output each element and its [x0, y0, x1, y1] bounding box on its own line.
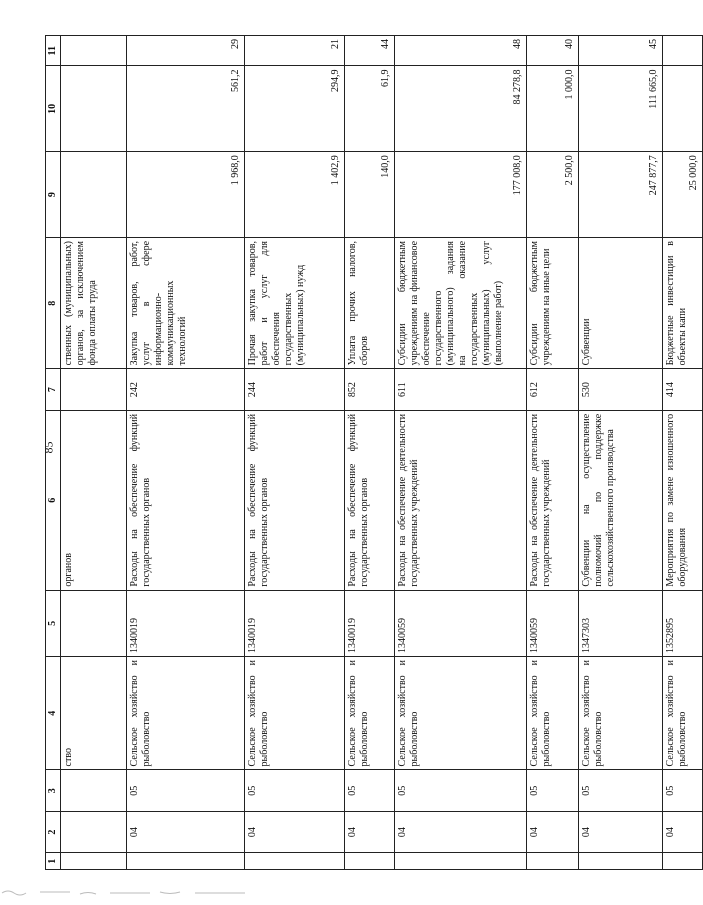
table-cell-c6: органов: [61, 410, 127, 590]
table-cell-c7: 612: [527, 369, 579, 410]
col-header: 1: [46, 853, 61, 870]
col-header: 6: [46, 410, 61, 590]
table-cell-c8: Уплата прочих налогов, сборов: [345, 237, 395, 368]
table-cell-c8: Субвенции: [579, 237, 663, 368]
table-cell-c6: Расходы на обеспечение деятельности государственных учреждений: [527, 410, 579, 590]
table-cell-c2: 04: [527, 811, 579, 852]
table-cell-c5: 1340059: [395, 590, 527, 656]
table-cell-c11: 29: [127, 36, 245, 66]
table-cell-c4: Сельское хозяйство и рыболовство: [345, 657, 395, 770]
table-cell-c1: [527, 853, 579, 870]
table-cell-c3: 05: [245, 770, 345, 811]
table-cell-c5: 1340059: [527, 590, 579, 656]
table-cell-c4: Сельское хозяйство и рыболовство: [579, 657, 663, 770]
col-header: 11: [46, 36, 61, 66]
table-cell-c5: 1352895: [663, 590, 703, 656]
table-cell-c11: 45: [579, 36, 663, 66]
table-cell-c7: 242: [127, 369, 245, 410]
table-cell-c7: [61, 369, 127, 410]
table-cell-c3: 05: [127, 770, 245, 811]
table-cell-c10: [663, 66, 703, 152]
table-cell-c4: Сельское хозяйство и рыболовство: [527, 657, 579, 770]
table-cell-c6: Расходы на обеспечение функций государственных органов: [245, 410, 345, 590]
table-cell-c4: Сельское хозяйство и рыболовство: [395, 657, 527, 770]
table-cell-c5: [61, 590, 127, 656]
table-cell-c9: [61, 152, 127, 238]
table-row: [127, 36, 245, 870]
col-header: 9: [46, 152, 61, 238]
table-cell-c1: [127, 853, 245, 870]
table-cell-c2: 04: [579, 811, 663, 852]
table-cell-c10: 1 000,0: [527, 66, 579, 152]
table-cell-c3: 05: [395, 770, 527, 811]
table-cell-c9: 1 968,0: [127, 152, 245, 238]
table-cell-c11: [61, 36, 127, 66]
table-cell-c10: 111 665,0: [579, 66, 663, 152]
table-cell-c6: Расходы на обеспечение деятельности государственных учреждений: [395, 410, 527, 590]
table-cell-c1: [663, 853, 703, 870]
col-header: 7: [46, 369, 61, 410]
table-cell-c2: [61, 811, 127, 852]
table-cell-c11: 44: [345, 36, 395, 66]
table-cell-c8: Субсидии бюджетным учреждениям на финансовое обеспечение государственного (муниципального) задания на оказание государственных (муниципальных) услуг (выполнение работ): [395, 237, 527, 368]
table-cell-c5: 1340019: [245, 590, 345, 656]
table-cell-c1: [61, 853, 127, 870]
table-cell-c6: Расходы на обеспечение функций государственных органов: [127, 410, 245, 590]
table-cell-c2: 04: [395, 811, 527, 852]
table-cell-c3: 05: [345, 770, 395, 811]
table-cell-c11: [663, 36, 703, 66]
table-cell-c8: ственных (муниципальных) органов, за исключением фонда оплаты труда: [61, 237, 127, 368]
table-cell-c10: [61, 66, 127, 152]
table-cell-c3: 05: [579, 770, 663, 811]
table-cell-c4: Сельское хозяйство и рыболовство: [245, 657, 345, 770]
table-cell-c10: 561,2: [127, 66, 245, 152]
table-cell-c7: 852: [345, 369, 395, 410]
table-row: [395, 36, 527, 870]
table-cell-c7: 244: [245, 369, 345, 410]
page-number: 85: [41, 441, 56, 454]
table-cell-c5: 1347303: [579, 590, 663, 656]
table-cell-c2: 04: [345, 811, 395, 852]
budget-table: [45, 35, 703, 870]
header-row: [46, 36, 61, 870]
table-cell-c2: 04: [127, 811, 245, 852]
table-cell-c7: 611: [395, 369, 527, 410]
table-cell-c8: Бюджетные инвестиции в объекты капи: [663, 237, 703, 368]
table-cell-c8: Закупка товаров, работ, услуг в сфере информационно-коммуникационных технологий: [127, 237, 245, 368]
table-cell-c6: Мероприятия по замене изношенного оборудования: [663, 410, 703, 590]
table-cell-c3: 05: [663, 770, 703, 811]
table-cell-c9: 2 500,0: [527, 152, 579, 238]
table-row: [245, 36, 345, 870]
table-cell-c3: [61, 770, 127, 811]
col-header: 5: [46, 590, 61, 656]
table-row: [579, 36, 663, 870]
table-cell-c6: Расходы на обеспечение функций государственных органов: [345, 410, 395, 590]
table-cell-c9: 140,0: [345, 152, 395, 238]
table-cell-c9: 25 000,0: [663, 152, 703, 238]
col-header: 10: [46, 66, 61, 152]
table-row: [345, 36, 395, 870]
table-cell-c11: 48: [395, 36, 527, 66]
table-cell-c10: 294,9: [245, 66, 345, 152]
table-cell-c8: Субсидии бюджетным учреждениям на иные цели: [527, 237, 579, 368]
table-cell-c5: 1340019: [345, 590, 395, 656]
col-header: 4: [46, 657, 61, 770]
table-cell-c9: 1 402,9: [245, 152, 345, 238]
table-row: [663, 36, 703, 870]
table-cell-c1: [245, 853, 345, 870]
table-cell-c10: 61,9: [345, 66, 395, 152]
table-cell-c10: 84 278,8: [395, 66, 527, 152]
table-cell-c9: 177 008,0: [395, 152, 527, 238]
table-cell-c7: 414: [663, 369, 703, 410]
table-cell-c2: 04: [245, 811, 345, 852]
rotated-table-container: [45, 35, 699, 870]
table-cell-c1: [345, 853, 395, 870]
scan-artifact: [0, 883, 260, 901]
table-cell-c4: ство: [61, 657, 127, 770]
col-header: 2: [46, 811, 61, 852]
table-cell-c11: 40: [527, 36, 579, 66]
table-cell-c8: Прочая закупка товаров, работ и услуг для обеспечения государственных (муниципальных) нужд: [245, 237, 345, 368]
table-row: [61, 36, 127, 870]
col-header: 8: [46, 237, 61, 368]
table-cell-c4: Сельское хозяйство и рыболовство: [663, 657, 703, 770]
table-cell-c6: Субвенции на осуществление полномочий по поддержке сельскохозяйственного производства: [579, 410, 663, 590]
table-cell-c4: Сельское хозяйство и рыболовство: [127, 657, 245, 770]
table-cell-c9: 247 877,7: [579, 152, 663, 238]
table-row: [527, 36, 579, 870]
table-cell-c7: 530: [579, 369, 663, 410]
col-header: 3: [46, 770, 61, 811]
table-cell-c1: [395, 853, 527, 870]
table-cell-c2: 04: [663, 811, 703, 852]
table-cell-c3: 05: [527, 770, 579, 811]
table-cell-c11: 21: [245, 36, 345, 66]
table-cell-c5: 1340019: [127, 590, 245, 656]
table-cell-c1: [579, 853, 663, 870]
